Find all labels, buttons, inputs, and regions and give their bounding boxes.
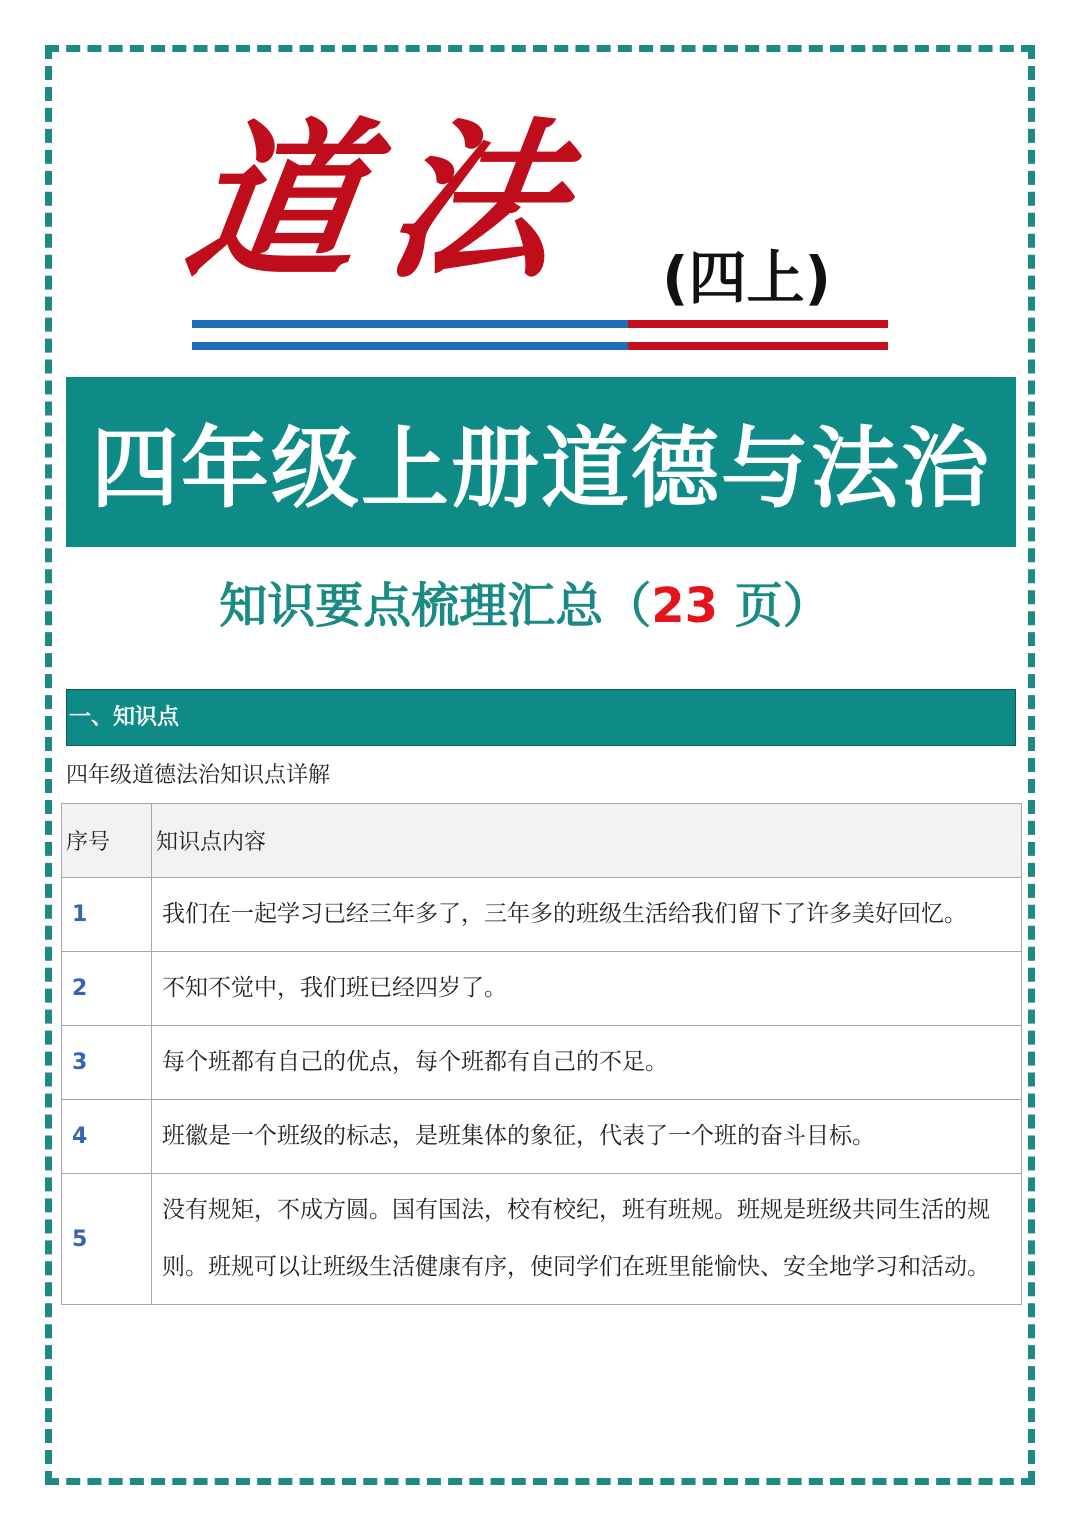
row-text: 不知不觉中，我们班已经四岁了。 [152,952,1022,1026]
header-content: 知识点内容 [152,804,1022,878]
subtitle-suffix: 页） [718,578,831,634]
subtitle [0,570,1050,642]
header-index: 序号 [62,804,152,878]
table-row [62,952,1022,1026]
row-index: 3 [62,1026,152,1100]
divider-blue-bottom [192,342,628,350]
calligraphy-title: 道法 [176,102,605,302]
row-text: 每个班都有自己的优点，每个班都有自己的不足。 [152,1026,1022,1100]
page-count: 23 [651,578,719,634]
table-row [62,1100,1022,1174]
table-row [62,878,1022,952]
divider-blue-top [192,320,628,328]
row-index: 2 [62,952,152,1026]
row-index: 1 [62,878,152,952]
knowledge-table [61,803,1022,1305]
grade-tag: (四上) [662,244,832,312]
row-text: 没有规矩，不成方圆。国有国法，校有校纪，班有班规。班规是班级共同生活的规则。班规可以让班级生活健康有序，使同学们在班里能愉快、安全地学习和活动。 [152,1174,1022,1305]
row-index: 4 [62,1100,152,1174]
table-row [62,1026,1022,1100]
row-text: 班徽是一个班级的标志，是班集体的象征，代表了一个班的奋斗目标。 [152,1100,1022,1174]
table-header-row [62,804,1022,878]
divider-red-top [628,320,888,328]
table-row [62,1174,1022,1305]
banner-title: 四年级上册道德与法治 [66,377,1016,547]
subtitle-prefix: 知识要点梳理汇总（ [219,578,652,634]
row-text: 我们在一起学习已经三年多了，三年多的班级生活给我们留下了许多美好回忆。 [152,878,1022,952]
section-heading: 一、知识点 [66,689,1016,746]
table-caption: 四年级道德法治知识点详解 [66,763,331,788]
divider-red-bottom [628,342,888,350]
row-index: 5 [62,1174,152,1305]
